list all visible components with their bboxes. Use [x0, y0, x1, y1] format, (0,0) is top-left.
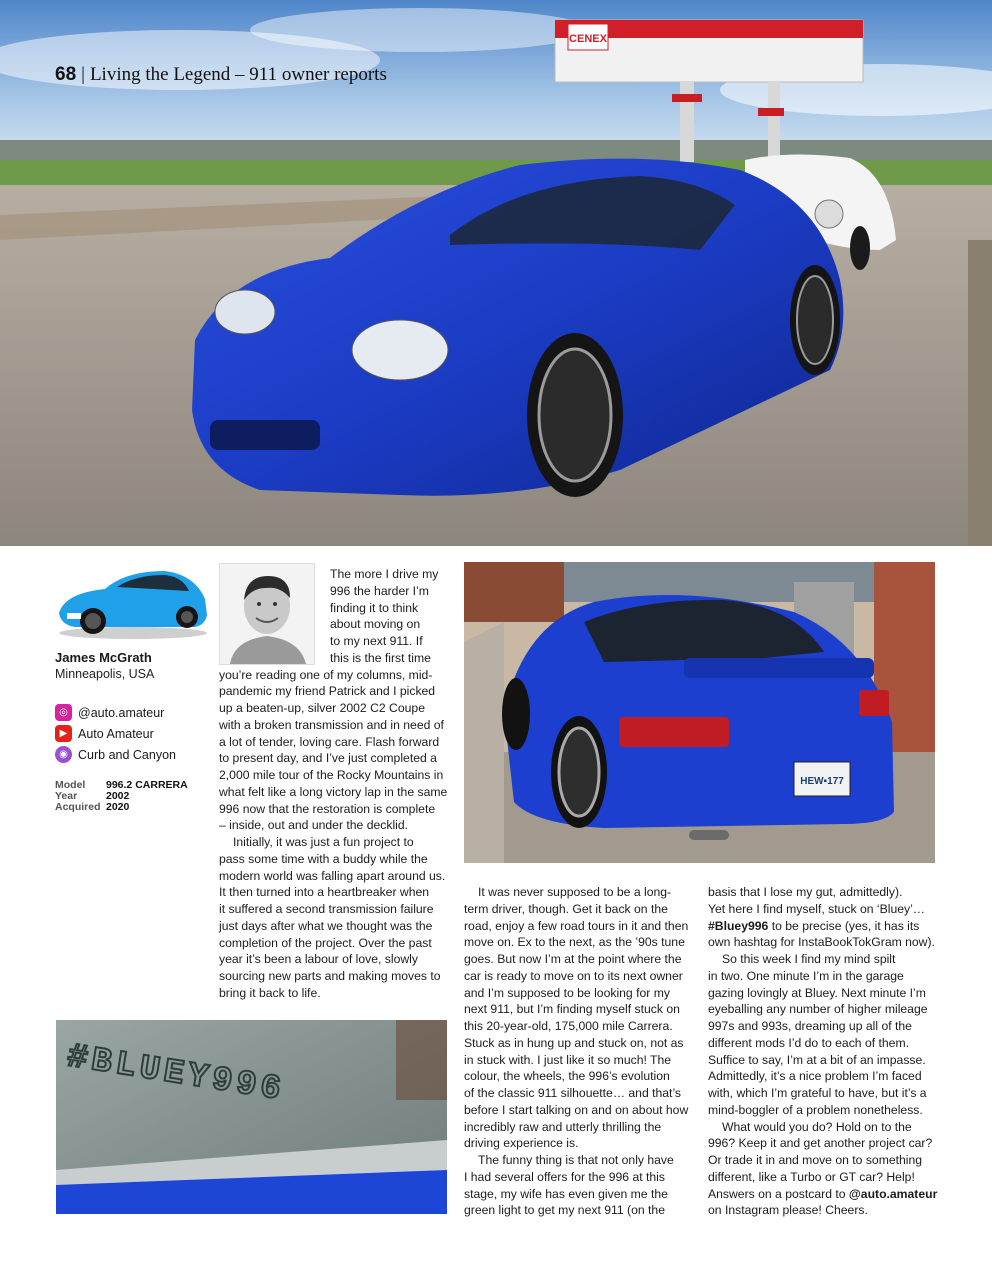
- spec-table: [55, 780, 188, 813]
- text-line: road, enjoy a few road tours in it and then: [464, 918, 689, 933]
- text-line: year it’s been a labour of love, slowly: [219, 952, 418, 967]
- text-line: just days after what we thought was the: [219, 918, 433, 933]
- text-line: in stuck with. I just like it so much! The: [464, 1052, 672, 1067]
- text-line: What would you do? Hold on to the: [722, 1119, 912, 1134]
- text-line: 996 now that the restoration is complete: [219, 801, 436, 816]
- spec-key: Year: [55, 790, 78, 802]
- social-podcast[interactable]: [55, 746, 176, 763]
- owner-location: Minneapolis, USA: [55, 667, 155, 681]
- text-line: own hashtag for InstaBookTokGram now).: [708, 935, 935, 950]
- text-line: gazing lovingly at Bluey. Next minute I’m: [708, 985, 926, 1000]
- author-portrait-illustration: [220, 564, 314, 664]
- text-line: stage, my wife has even given me the: [464, 1186, 668, 1201]
- social-youtube-label: Auto Amateur: [78, 726, 154, 741]
- text-line: eyeballing any number of higher mileage: [708, 1002, 928, 1017]
- owner-car-illustration: [55, 563, 211, 641]
- text-line: pass some time with a buddy while the: [219, 851, 428, 866]
- text-line: to my next 911. If: [330, 634, 423, 648]
- owner-car-thumbnail: [55, 563, 211, 641]
- spec-value: 2020: [106, 801, 130, 813]
- text-line: mind-boggler of a problem nonetheless.: [708, 1102, 923, 1117]
- social-podcast-label: Curb and Canyon: [78, 747, 176, 762]
- article-col2: [464, 884, 688, 1219]
- article-col1: [219, 667, 447, 1002]
- text-line: The more I drive my: [330, 567, 439, 581]
- social-instagram-label: @auto.amateur: [78, 705, 165, 720]
- text-line: Yet here I find myself, stuck on ‘Bluey’…: [708, 901, 925, 916]
- text-line: up a beaten-up, silver 2002 C2 Coupe: [219, 701, 425, 715]
- spec-value: 2002: [106, 790, 130, 802]
- text-line: car is ready to move on to its next owner: [464, 968, 683, 983]
- license-plate-text: HEW▪177: [800, 776, 844, 787]
- social-youtube[interactable]: [55, 725, 154, 742]
- text-line: term driver, though. Get it back on the: [464, 901, 668, 916]
- owner-name: James McGrath: [55, 650, 152, 665]
- text-line: goes. But now I’m at the point where the: [464, 952, 682, 966]
- text-line: The funny thing is that not only have: [478, 1153, 674, 1167]
- cenex-sign-text: CENEX: [569, 33, 607, 45]
- text-line: and I’m supposed to be looking for my: [464, 985, 670, 1000]
- spec-value: 996.2 CARRERA: [106, 779, 188, 791]
- text-line: It then turned into a heartbreaker when: [219, 885, 430, 900]
- text-line: Or trade it in and move on to something: [708, 1153, 923, 1167]
- text-line: incredibly raw and utterly thrilling the: [464, 1119, 662, 1134]
- text-line: with a broken transmission and in need of: [219, 717, 444, 732]
- text-line: green light to get my next 911 (on the: [464, 1203, 665, 1218]
- spec-key: Acquired: [55, 801, 101, 813]
- text-line: I had several offers for the 996 at this: [464, 1169, 665, 1184]
- section-title: Living the Legend – 911 owner reports: [89, 64, 387, 85]
- text-line: of the classic 911 silhouette… and that’s: [464, 1086, 682, 1100]
- decal-detail-photo: [56, 1020, 447, 1214]
- text-line: with, which I’m grateful to have, but it’s a: [708, 1086, 927, 1100]
- text-line: pandemic my friend Patrick and I picked: [219, 684, 436, 699]
- text-line: finding it to think: [330, 600, 419, 615]
- instagram-handle-link[interactable]: @auto.amateur: [848, 1186, 938, 1201]
- text-line: move on. Ex to the next, as the ’90s tune: [464, 935, 685, 950]
- page-header: [55, 64, 387, 86]
- text-line: Admittedly, it’s a nice problem I’m faced: [708, 1069, 922, 1084]
- header-separator: |: [81, 64, 85, 85]
- text-line: to present day, and I’ve just completed a: [219, 751, 437, 766]
- text-line: 996? Keep it and get another project car?: [708, 1136, 933, 1151]
- text-line: different, like a Turbo or GT car? Help!: [708, 1169, 915, 1184]
- bluey996-decal-text: #BLUEY996: [64, 1038, 288, 1111]
- text-line: it suffered a second transmission failure: [219, 902, 434, 916]
- text-line: colour, the wheels, the 996’s evolution: [464, 1069, 670, 1084]
- text-line: on Instagram please! Cheers.: [708, 1203, 868, 1218]
- text-line: 2,000 mile tour of the Rocky Mountains in: [219, 768, 444, 782]
- text-line: this is the first time: [330, 650, 431, 665]
- text-line: this 20-year-old, 175,000 mile Carrera.: [464, 1019, 673, 1033]
- article-col3: [708, 884, 937, 1219]
- podcast-icon: ◉: [55, 746, 72, 763]
- text-line: you’re reading one of my columns, mid-: [219, 667, 433, 682]
- text-line: before I start talking on and on about how: [464, 1102, 689, 1117]
- text-line: – inside, out and under the decklid.: [219, 818, 409, 833]
- text-line: basis that I lose my gut, admittedly).: [708, 885, 903, 899]
- author-portrait: [219, 563, 315, 665]
- text-line: 997s and 993s, dreaming up all of the: [708, 1019, 912, 1033]
- text-line-hashtag: [708, 918, 937, 935]
- youtube-icon: ▶: [55, 725, 72, 742]
- text-line: bring it back to life.: [219, 985, 321, 1000]
- article-col1-wrap: [330, 566, 438, 667]
- page-number: 68: [55, 64, 77, 85]
- text-line: completion of the project. Over the past: [219, 935, 432, 950]
- text-line-handle: [708, 1186, 937, 1203]
- text-line: in two. One minute I’m in the garage: [708, 968, 904, 983]
- decal-photo-illustration: [56, 1020, 447, 1214]
- text-line: So this week I find my mind spilt: [722, 952, 896, 966]
- text-line: It was never supposed to be a long-: [478, 885, 672, 899]
- spec-key: Model: [55, 779, 86, 791]
- instagram-icon: ◎: [55, 704, 72, 721]
- text-line: next 911, but I’m finding myself stuck on: [464, 1002, 680, 1017]
- text-line: different mods I’d do to each of them.: [708, 1035, 909, 1050]
- text-line: modern world was falling apart around us.: [219, 868, 446, 883]
- text-line: a lot of tender, loving care. Flash forward: [219, 734, 440, 749]
- text-line: about moving on: [330, 617, 421, 632]
- rear-photo-illustration: [464, 562, 935, 863]
- rear-car-photo: [464, 562, 935, 863]
- text-line: what felt like a long victory lap in the same: [219, 784, 448, 799]
- text-fragment: to be precise (yes, it has its: [768, 918, 920, 933]
- social-instagram[interactable]: [55, 704, 164, 721]
- spec-row-acquired: [55, 802, 188, 813]
- text-line: Suffice to say, I’m at a bit of an impasse.: [708, 1052, 926, 1067]
- text-line: Initially, it was just a fun project to: [233, 835, 414, 849]
- text-line: sourcing new parts and making moves to: [219, 969, 441, 983]
- text-fragment: Answers on a postcard to: [708, 1186, 849, 1201]
- text-line: Stuck as in hung up and stuck on, not as: [464, 1035, 684, 1050]
- hashtag-bluey996[interactable]: #Bluey996: [708, 918, 769, 933]
- text-line: 996 the harder I’m: [330, 583, 429, 598]
- text-line: driving experience is.: [464, 1136, 579, 1151]
